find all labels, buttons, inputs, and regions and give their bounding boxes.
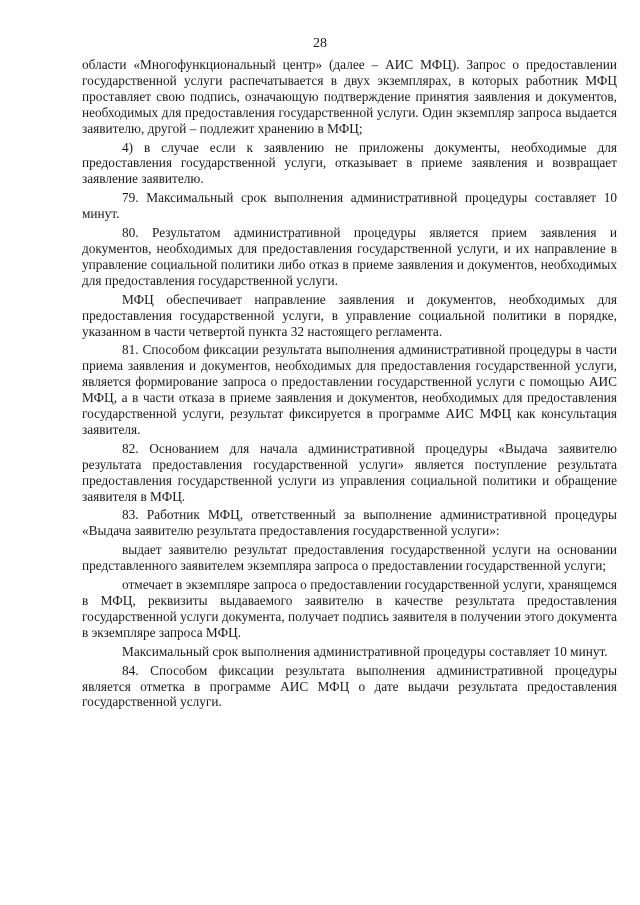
paragraph: 81. Способом фиксации результата выполнения административной процедуры в части приема заявления и документов, необходимых для предоставления государственной услуги, является формирование запроса о предоставлении государственной услуги с помощью АИС МФЦ, а в части отказа в приеме заявления и документов, необходимых для предоставления государственной услуги, результат фиксируется в программе АИС МФЦ как консультация заявителя. [82, 342, 617, 437]
document-body [82, 57, 617, 713]
paragraph: 83. Работник МФЦ, ответственный за выполнение административной процедуры «Выдача заявителю результата предоставления государственной услуги»: [82, 507, 617, 539]
paragraph: 80. Результатом административной процедуры является прием заявления и документов, необходимых для предоставления государственной услуги, и их направление в управление социальной политики либо отказ в приеме заявления и документов, необходимых для предоставления государственной услуги. [82, 225, 617, 288]
paragraph: 79. Максимальный срок выполнения административной процедуры составляет 10 минут. [82, 190, 617, 222]
paragraph: МФЦ обеспечивает направление заявления и документов, необходимых для предоставления государственной услуги, в управление социальной политики в порядке, указанном в части четвертой пункта 32 настоящего регламента. [82, 291, 617, 339]
paragraph: 84. Способом фиксации результата выполнения административной процедуры является отметка в программе АИС МФЦ о дате выдачи результата предоставления государственной услуги. [82, 662, 617, 710]
paragraph: Максимальный срок выполнения административной процедуры составляет 10 минут. [122, 643, 608, 659]
paragraph: 82. Основанием для начала административной процедуры «Выдача заявителю результата предоставления государственной услуги» является поступление результата предоставления государственной услуги из управления социальной политики и обращение заявителя в МФЦ. [82, 440, 617, 504]
paragraph: отмечает в экземпляре запроса о предоставлении государственной услуги, хранящемся в МФЦ, реквизиты выдаваемого заявителю в качестве результата предоставления государственной услуги документа, получает подпись заявителя в получении этого документа в экземпляре запроса МФЦ. [82, 577, 617, 640]
paragraph: области «Многофункциональный центр» (далее – АИС МФЦ). Запрос о предоставлении государственной услуги распечатывается в двух экземплярах, в которых работник МФЦ проставляет свою подпись, означающую подтверждение принятия заявления и документов, необходимых для предоставления государственной услуги. Один экземпляр запроса выдается заявителю, другой – подлежит хранению в МФЦ; [82, 57, 617, 136]
paragraph: выдает заявителю результат предоставления государственной услуги на основании представленного заявителем экземпляра запроса о предоставлении государственной услуги; [82, 542, 617, 574]
page-number: 28 [313, 36, 327, 51]
paragraph: 4) в случае если к заявлению не приложены документы, необходимые для предоставления государственной услуги, отказывает в приеме заявления и возвращает заявление заявителю. [82, 139, 617, 187]
